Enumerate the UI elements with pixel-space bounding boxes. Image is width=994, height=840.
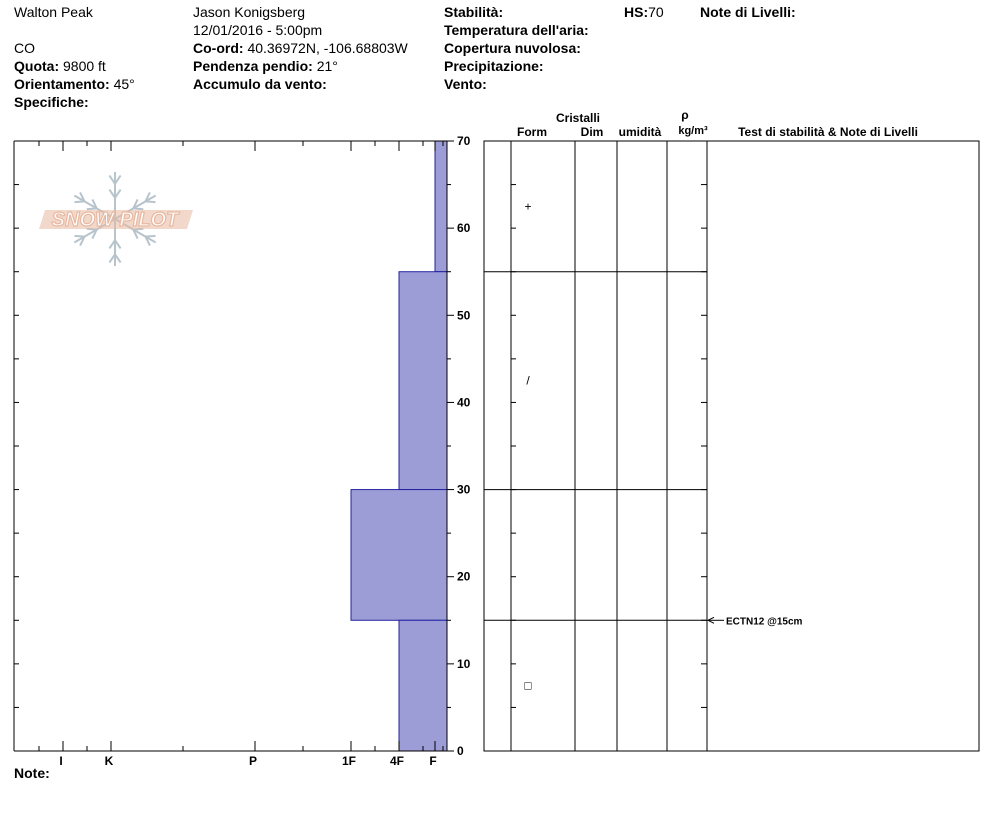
depth-tick-label: 10	[457, 656, 471, 671]
depth-tick-label: 20	[457, 569, 471, 584]
depth-tick-label: 30	[457, 482, 471, 497]
hs-label: HS:	[624, 4, 649, 20]
depth-tick-label: 40	[457, 395, 471, 410]
wind-loading-label: Accumulo da vento:	[193, 76, 327, 92]
depth-tick-label: 70	[457, 134, 471, 148]
aspect-label: Orientamento:	[14, 76, 110, 92]
hardness-tick-label: I	[59, 754, 63, 768]
notes-label: Note:	[14, 765, 50, 781]
stability-notes-header: Test di stabilità & Note di Livelli	[738, 125, 918, 139]
table-frame	[484, 141, 979, 751]
size-header: Dim	[580, 125, 604, 139]
form-header: Form	[517, 125, 547, 139]
moisture-header: umidità	[618, 125, 662, 139]
snowpilot-logo	[39, 172, 193, 266]
crystal-form-symbol: /	[526, 373, 530, 388]
hs-value: 70	[648, 4, 664, 20]
specifics-label: Specifiche:	[14, 94, 89, 110]
hardness-tick-label: P	[248, 754, 258, 768]
stability-test-label: ECTN12 @15cm	[726, 616, 803, 628]
layer-notes-label: Note di Livelli:	[700, 4, 796, 20]
precipitation-label: Precipitazione:	[444, 58, 544, 74]
logo-text: SNOW PILOT	[51, 209, 179, 231]
crystal-form-symbol: +	[524, 199, 532, 214]
elevation-value: 9800 ft	[63, 58, 106, 74]
datetime: 12/01/2016 - 5:00pm	[193, 22, 323, 38]
snowflake-branch	[146, 236, 156, 237]
elevation-label: Quota:	[14, 58, 60, 74]
hardness-tick-label: 4F	[389, 754, 405, 768]
hardness-tick-label: F	[429, 754, 437, 768]
observer: Jason Konigsberg	[193, 4, 306, 20]
location: Walton Peak	[14, 4, 93, 20]
density-unit-header: kg/m³	[678, 125, 708, 137]
depth-tick-label: 0	[457, 744, 464, 758]
rho-header: ρ	[681, 108, 689, 122]
aspect-value: 45°	[113, 76, 135, 92]
depth-tick-label: 50	[457, 308, 471, 323]
crystals-header: Cristalli	[555, 111, 601, 125]
layer-table	[484, 141, 979, 751]
state: CO	[14, 40, 35, 56]
slope-label: Pendenza pendio:	[193, 58, 313, 74]
hardness-tick-label: K	[104, 754, 114, 768]
crystal-form-symbol: □	[524, 678, 532, 693]
coord-value: 40.36972N, -106.68803W	[247, 40, 408, 56]
wind-label: Vento:	[444, 76, 487, 92]
snowflake-branch	[146, 201, 156, 202]
hardness-bar	[399, 620, 447, 751]
stability-label: Stabilità:	[444, 4, 504, 20]
hardness-bar	[435, 141, 447, 272]
depth-tick-label: 60	[457, 221, 471, 236]
hardness-bar	[351, 490, 447, 621]
slope-value: 21°	[316, 58, 338, 74]
cloud-cover-label: Copertura nuvolosa:	[444, 40, 581, 56]
hardness-tick-label: 1F	[341, 754, 357, 768]
hardness-bar	[399, 272, 447, 490]
snowflake-branch	[75, 236, 85, 237]
coord-label: Co-ord:	[193, 40, 244, 56]
air-temp-label: Temperatura dell'aria:	[444, 22, 589, 38]
snowflake-branch	[75, 201, 85, 202]
